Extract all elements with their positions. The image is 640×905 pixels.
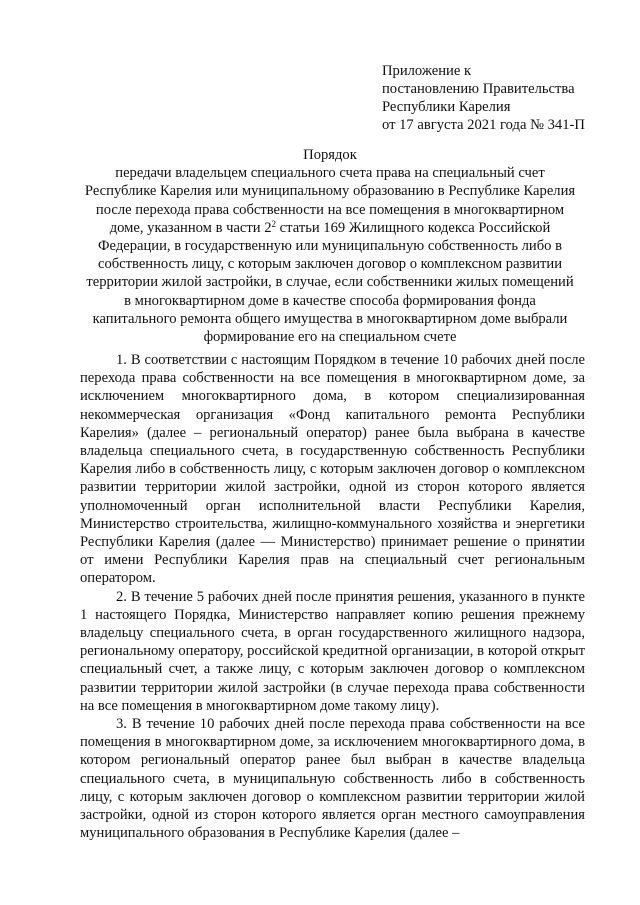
appendix-line: постановлению Правительства [382, 81, 575, 97]
paragraph-2: 2. В течение 5 рабочих дней после принятия решения, указанного в пункте 1 настоящего Порядка, Министерство направляет копию решения прежнему владельцу специального счета, в орган государственного жилищного надзора, региональному оператору, российской кредитной организации, в которой открыт специальный счет, а также лицу, с которым заключен договор о комплексном развитии территории жилой застройки (в случае перехода права собственности на все помещения в многоквартирном доме такому лицу). [80, 588, 585, 714]
appendix-block [382, 62, 585, 134]
appendix-line: Республики Карелия [382, 99, 511, 115]
heading-superscript: 2 [271, 218, 277, 229]
heading-line: Федерации, в государственную или муниципальную собственность либо в [98, 238, 562, 255]
heading-title: Порядок [303, 147, 357, 163]
heading-line-text: доме, указанном в части 2 [109, 219, 272, 236]
heading-line-text: статьи 169 Жилищного кодекса Российской [276, 219, 551, 236]
heading-line: территории жилой застройки, в случае, если собственники жилых помещений [86, 274, 574, 291]
appendix-line: Приложение к [382, 63, 472, 79]
heading-line: капитального ремонта общего имущества в многоквартирном доме выбрали [92, 310, 568, 327]
heading-line: в многоквартирном доме в качестве способа формирования фонда [124, 292, 536, 309]
document-heading [70, 146, 590, 346]
heading-line [70, 219, 590, 237]
document-body [80, 351, 585, 842]
appendix-line: от 17 августа 2021 года № 341-П [382, 117, 585, 133]
heading-line: передачи владельцем специального счета права на специальный счет [115, 165, 545, 182]
heading-line: после перехода права собственности на все помещения в многоквартирном [95, 201, 565, 218]
heading-line: Республике Карелия или муниципальному образованию в Республике Карелия [84, 183, 576, 200]
heading-line: формирование его на специальном счете [203, 329, 457, 346]
paragraph-1: 1. В соответствии с настоящим Порядком в течение 10 рабочих дней после перехода права собственности на все помещения в многоквартирном доме, за исключением многоквартирного дома, в котором специализированная некоммерческая организация «Фонд капитального ремонта Республики Карелия» (далее – региональный оператор) ранее была выбрана в качестве владельца специального счета, в государственную собственность Республики Карелия либо в собственность лицу, с которым заключен договор о комплексном развитии территории жилой застройки, одной из сторон которого является уполномоченный орган исполнительной власти Республики Карелия, Министерство строительства, жилищно-коммунального хозяйства и энергетики Республики Карелия (далее — Министерство) принимает решение о принятии от имени Республики Карелия прав на специальный счет региональным оператором. [80, 352, 585, 587]
heading-line: собственность лицу, с которым заключен договор о комплексном развитии [97, 256, 563, 273]
paragraph-3: 3. В течение 10 рабочих дней после перехода права собственности на все помещения в многоквартирном доме, за исключением многоквартирного дома, в котором региональный оператор ранее был выбран в качестве владельца специального счета, в муниципальную собственность либо в собственность лицу, с которым заключен договор о комплексном развитии территории жилой застройки, одной из сторон которого является орган местного самоуправления муниципального образования в Республике Карелия (далее – [80, 716, 585, 842]
